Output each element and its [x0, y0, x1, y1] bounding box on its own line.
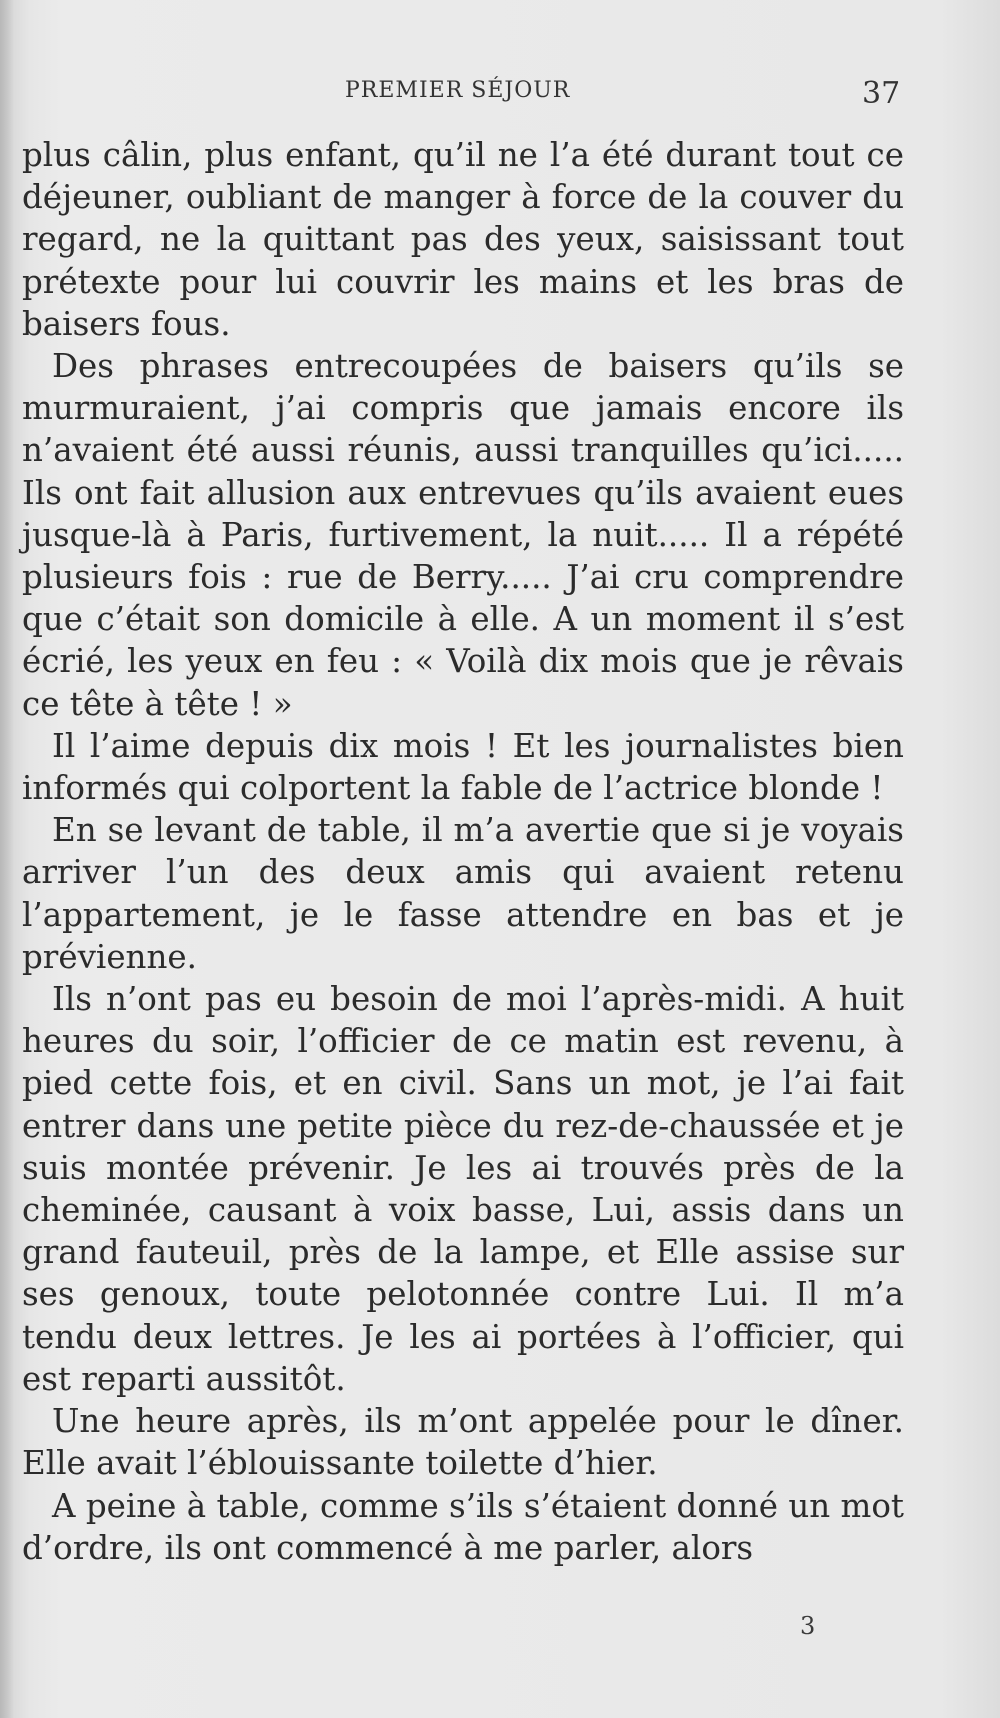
spine-shadow	[0, 0, 14, 1718]
signature-mark: 3	[800, 1612, 816, 1640]
paragraph: Des phrases entrecoupées de baisers qu’ils se murmuraient, j’ai compris que jamais encore ils n’avaient été aussi réunis, aussi tranquilles qu’ici..... Ils ont fait allusion aux entrevues qu’ils avaient eues jusque-là à Paris, furtivement, la nuit..... Il a répété plusieurs fois : rue de Berry..... J’ai cru comprendre que c’était son domicile à elle. A un moment il s’est écrié, les yeux en feu : « Voilà dix mois que je rêvais ce tête à tête ! »	[22, 347, 904, 723]
running-title: PREMIER SÉJOUR	[345, 78, 571, 103]
body-text	[22, 134, 904, 1569]
paragraph: Il l’aime depuis dix mois ! Et les journalistes bien informés qui colportent la fable de l’actrice blonde !	[22, 726, 904, 808]
paragraph: plus câlin, plus enfant, qu’il ne l’a été durant tout ce déjeuner, oubliant de manger à force de la couver du regard, ne la quittant pas des yeux, saisissant tout prétexte pour lui couvrir les mains et les bras de baisers fous.	[22, 136, 904, 343]
paragraph: Ils n’ont pas eu besoin de moi l’après-midi. A huit heures du soir, l’officier de ce matin est revenu, à pied cette fois, et en civil. Sans un mot, je l’ai fait entrer dans une petite pièce du rez-de-chaussée et je suis montée prévenir. Je les ai trouvés près de la cheminée, causant à voix basse, Lui, assis dans un grand fauteuil, près de la lampe, et Elle assise sur ses genoux, toute pelotonnée contre Lui. Il m’a tendu deux lettres. Je les ai portées à l’officier, qui est reparti aussitôt.	[22, 980, 904, 1398]
paragraph: En se levant de table, il m’a avertie que si je voyais arriver l’un des deux amis qui avaient retenu l’appartement, je le fasse attendre en bas et je prévienne.	[22, 811, 904, 976]
paragraph: Une heure après, ils m’ont appelée pour le dîner. Elle avait l’éblouissante toilette d’hier.	[22, 1402, 904, 1483]
paragraph: A peine à table, comme s’ils s’étaient donné un mot d’ordre, ils ont commencé à me parler, alors	[22, 1486, 904, 1567]
page-number: 37	[862, 76, 901, 111]
running-head	[0, 70, 1000, 110]
